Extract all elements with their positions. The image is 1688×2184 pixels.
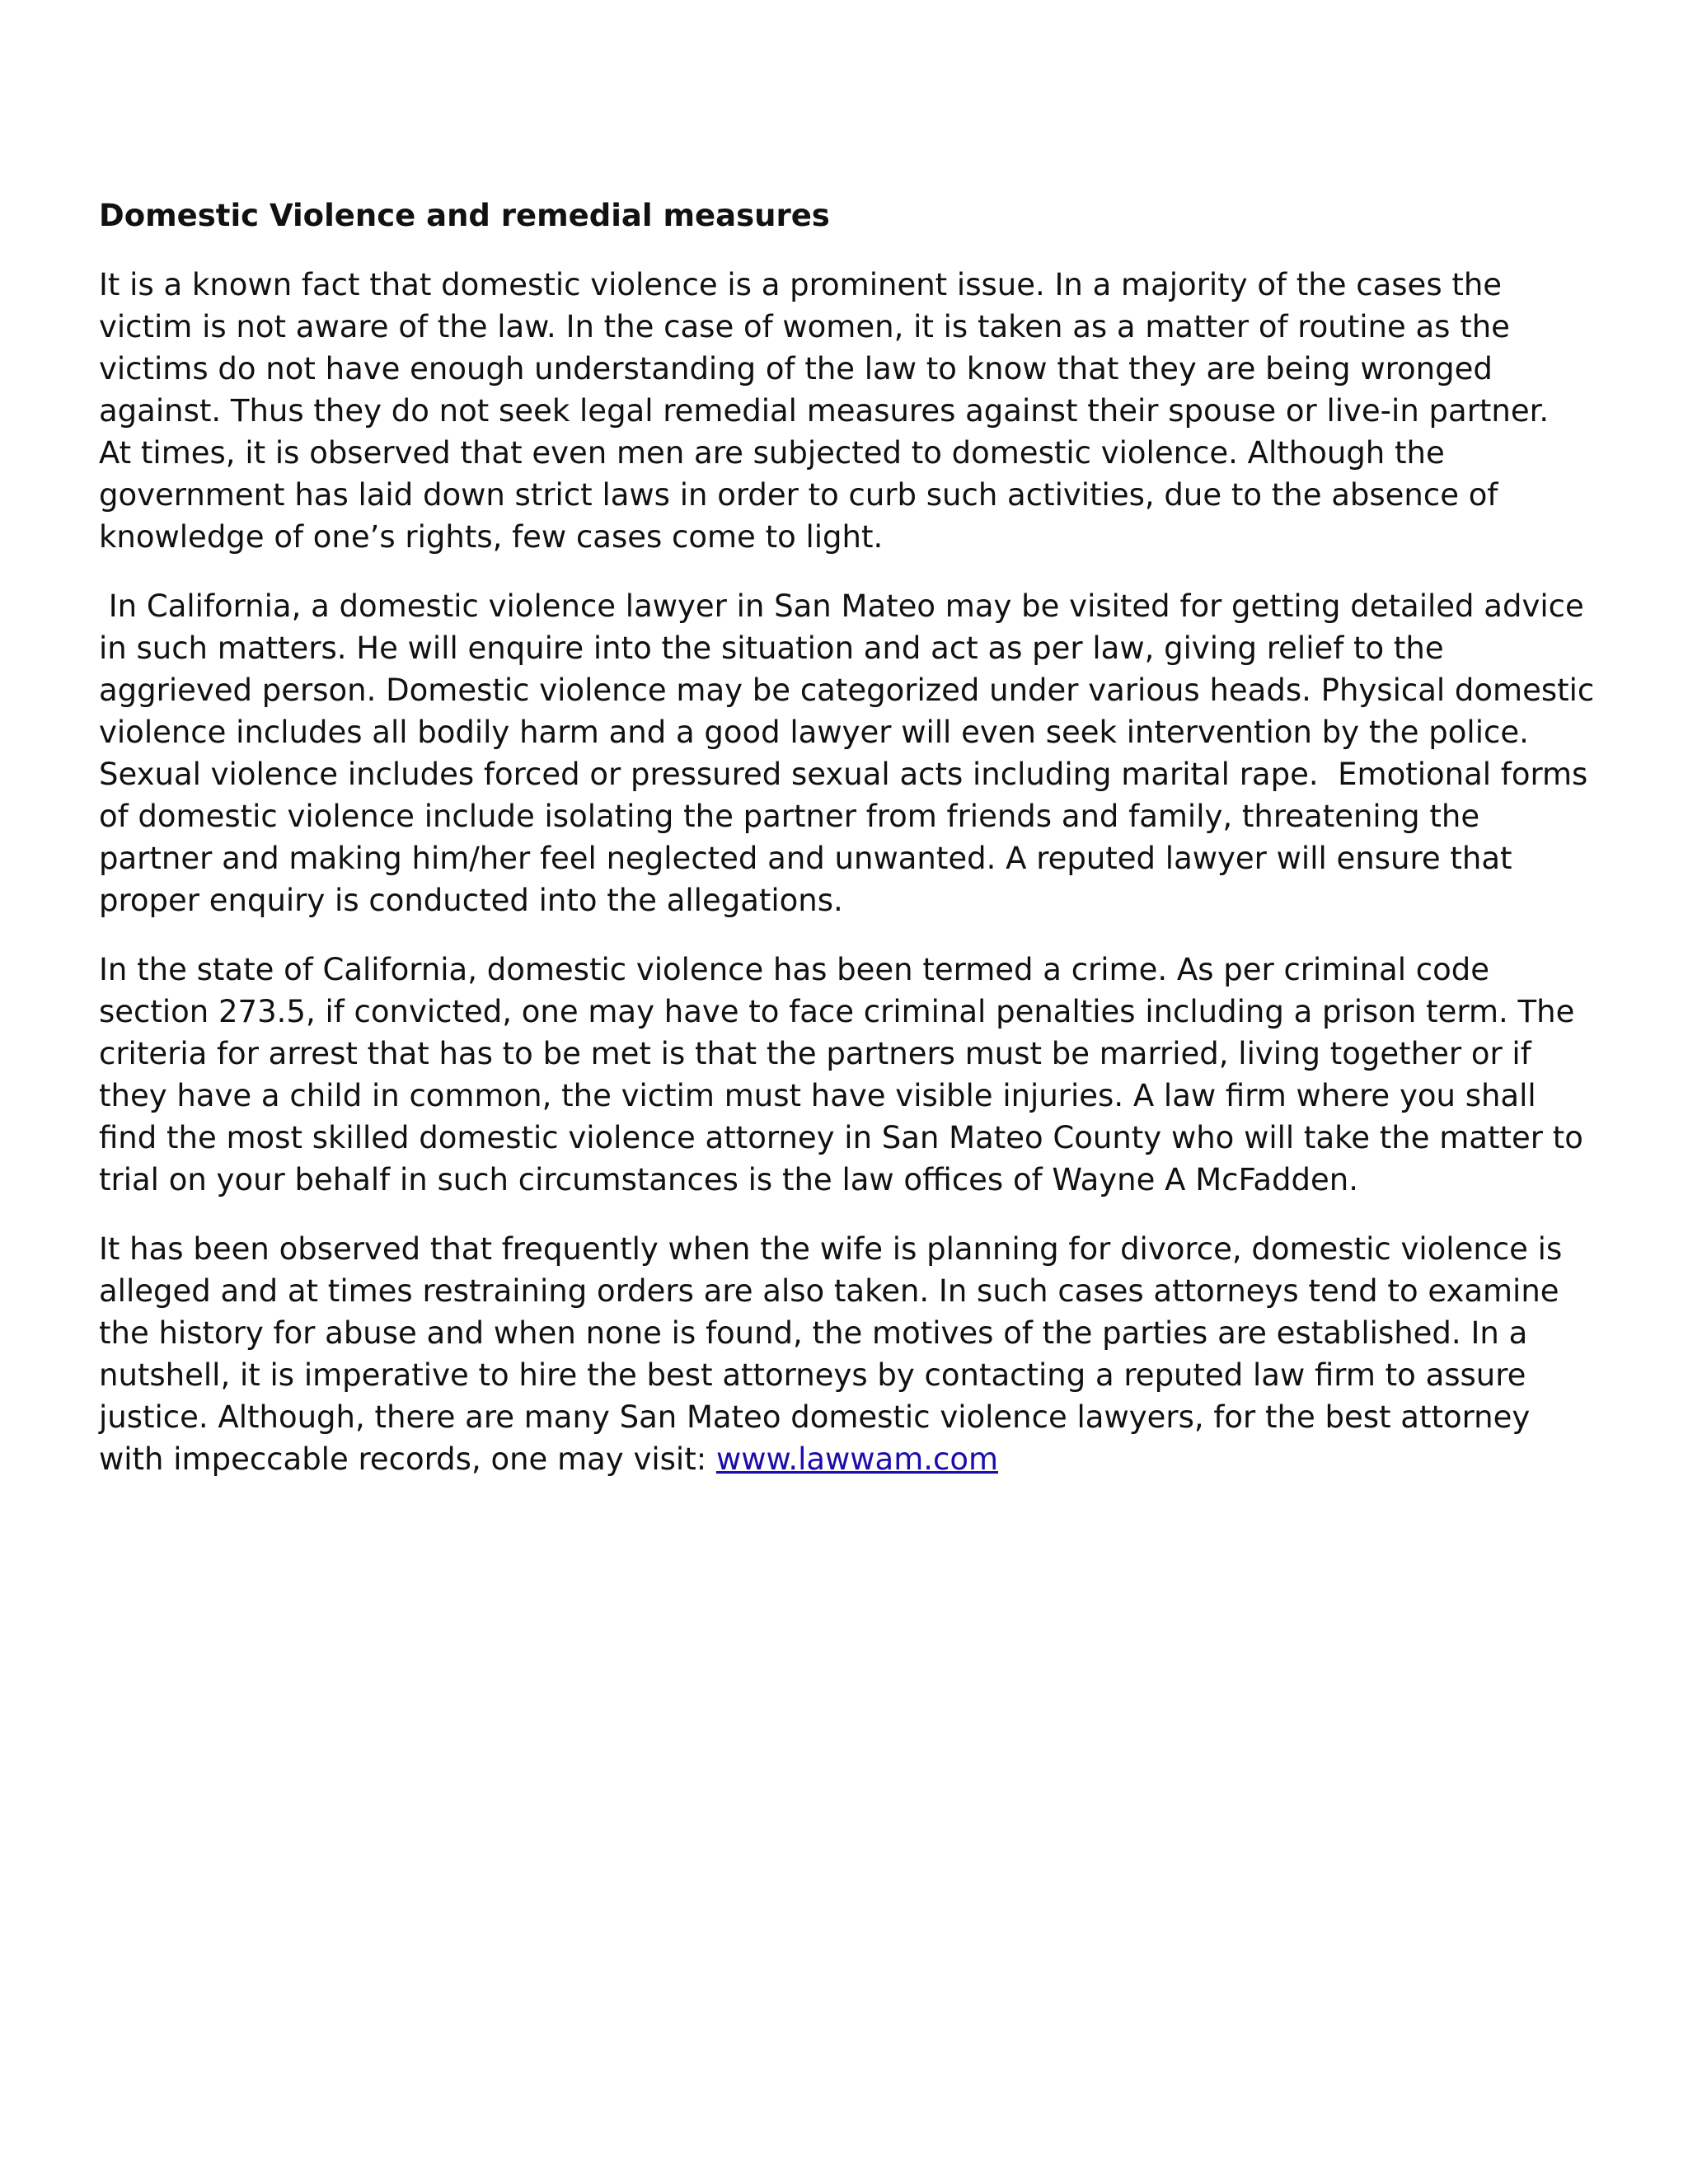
paragraph-line: government has laid down strict laws in order to curb such activities, due to the absence of: [99, 477, 1498, 513]
paragraph-2: [99, 585, 1607, 921]
paragraph-line: partner and making him/her feel neglected and unwanted. A reputed lawyer will ensure that: [99, 841, 1512, 876]
paragraph-line: the history for abuse and when none is found, the motives of the parties are established. In a: [99, 1315, 1528, 1351]
paragraph-line: violence includes all bodily harm and a good lawyer will even seek intervention by the police.: [99, 715, 1529, 750]
paragraph-line: find the most skilled domestic violence attorney in San Mateo County who will take the matter to: [99, 1120, 1583, 1155]
paragraph-line: trial on your behalf in such circumstances is the law offices of Wayne A McFadden.: [99, 1162, 1359, 1197]
paragraph-line: victims do not have enough understanding of the law to know that they are being wronged: [99, 351, 1493, 387]
paragraph-line: justice. Although, there are many San Mateo domestic violence lawyers, for the best attorney: [99, 1399, 1531, 1435]
paragraph-line: alleged and at times restraining orders are also taken. In such cases attorneys tend to examine: [99, 1273, 1559, 1309]
paragraph-line: victim is not aware of the law. In the case of women, it is taken as a matter of routine as the: [99, 309, 1510, 344]
paragraph-4: [99, 1228, 1607, 1480]
paragraph-line: of domestic violence include isolating the partner from friends and family, threatening the: [99, 799, 1480, 834]
paragraph-line: proper enquiry is conducted into the allegations.: [99, 883, 843, 918]
paragraph-line: In California, a domestic violence lawyer in San Mateo may be visited for getting detailed advice: [99, 588, 1584, 624]
paragraph-line: It has been observed that frequently when the wife is planning for divorce, domestic violence is: [99, 1231, 1563, 1267]
paragraph-line: in such matters. He will enquire into the situation and act as per law, giving relief to the: [99, 630, 1444, 666]
paragraph-line: At times, it is observed that even men are subjected to domestic violence. Although the: [99, 435, 1445, 471]
paragraph-line: criteria for arrest that has to be met is that the partners must be married, living together or if: [99, 1036, 1531, 1071]
paragraph-line: It is a known fact that domestic violence is a prominent issue. In a majority of the cases the: [99, 267, 1503, 302]
paragraph-line: section 273.5, if convicted, one may have to face criminal penalties including a prison term. The: [99, 994, 1575, 1029]
document-title: Domestic Violence and remedial measures: [99, 198, 830, 233]
paragraph-line: aggrieved person. Domestic violence may be categorized under various heads. Physical domestic: [99, 673, 1595, 708]
paragraph-line: Sexual violence includes forced or pressured sexual acts including marital rape. Emotional forms: [99, 757, 1588, 792]
paragraph-last-line: [99, 1438, 1607, 1480]
paragraph-line: nutshell, it is imperative to hire the best attorneys by contacting a reputed law firm to assure: [99, 1357, 1526, 1393]
lawwam-website-link[interactable]: www.lawwam.com: [715, 1441, 999, 1477]
last-line-text: with impeccable records, one may visit:: [99, 1441, 716, 1477]
paragraph-line: against. Thus they do not seek legal remedial measures against their spouse or live-in partner.: [99, 393, 1550, 429]
paragraph-line: knowledge of one’s rights, few cases come to light.: [99, 519, 884, 555]
paragraph-line: In the state of California, domestic violence has been termed a crime. As per criminal code: [99, 952, 1490, 987]
paragraph-1: [99, 264, 1607, 558]
paragraph-line: they have a child in common, the victim must have visible injuries. A law firm where you shall: [99, 1078, 1536, 1113]
document-body: [99, 194, 1607, 1507]
paragraph-3: [99, 949, 1607, 1201]
